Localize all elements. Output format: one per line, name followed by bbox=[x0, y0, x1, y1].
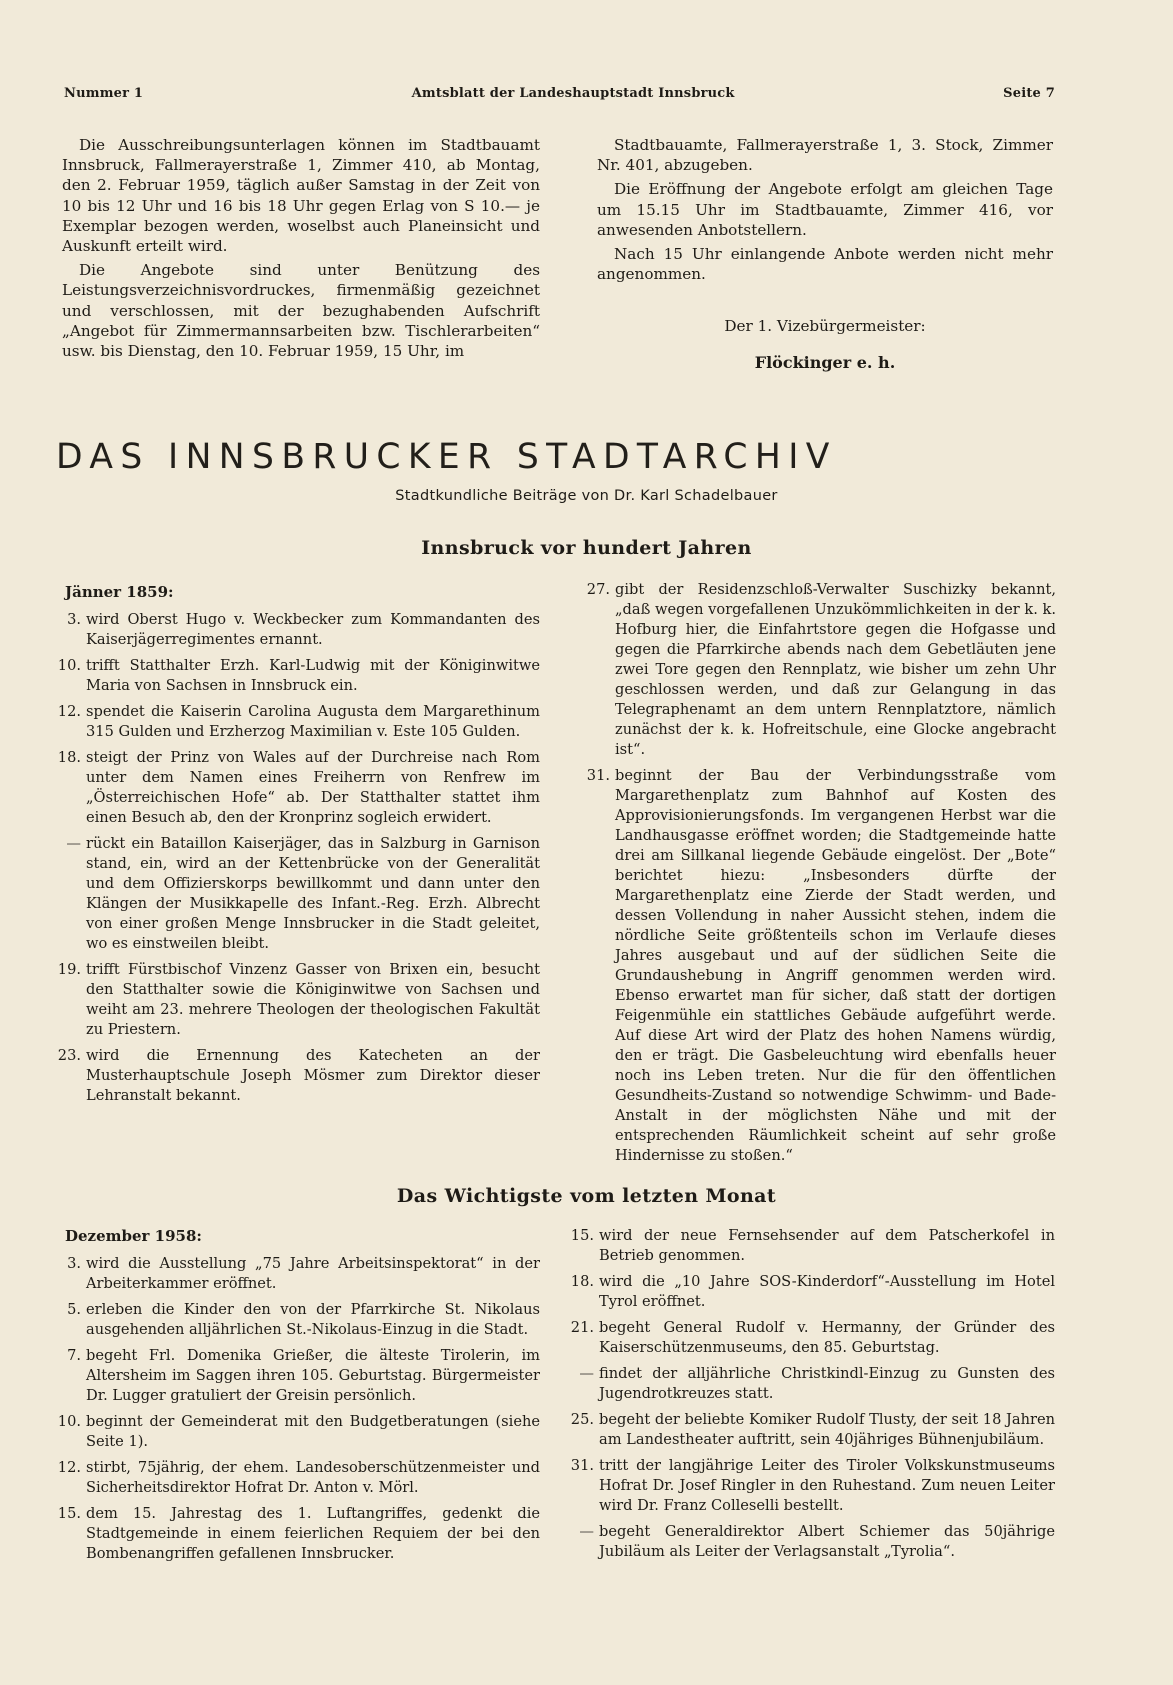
entry-date: 18. bbox=[570, 1273, 594, 1290]
entry-date: 21. bbox=[570, 1319, 594, 1336]
entry-text: beginnt der Bau der Verbindungsstraße vom Margarethenplatz zum Bahnhof auf Kosten des Approvisionierungsfonds. Im vergangenen Herbst war die Landhausgasse eröffnet worden; die Stadtgemeinde hatte drei am Sillkanal liegende Gebäude eingelöst. Der „Bote“ berichtet hiezu: „Insbesonders dürfte der Margarethenplatz eine Zierde der Stadt werden, und dessen Vollendung in naher Aussicht stehen, indem die nördliche Seite größtenteils schon im Verlaufe dieses Jahres ausgebaut und auf der südlichen Seite die Grundaushebung in Angriff genommen werden wird. Ebenso erwartet man für sicher, daß statt der dortigen Feigenmühle ein stattliches Gebäude aufgeführt werde. Auf diese Art wird der Platz des hohen Namens würdig, den er trägt. Die Gasbeleuchtung wird ebenfalls heuer noch ins Leben treten. Nur die für den öffentlichen Gesundheits-Zustand so notwendige Schwimm- und Bade-Anstalt in der möglichsten Nähe und mit der entsprechenden Räumlichkeit scheint auf sehr große Hindernisse zu stoßen.“ bbox=[615, 767, 1056, 1164]
entry-date: 12. bbox=[57, 1459, 81, 1477]
entry-text: dem 15. Jahrestag des 1. Luftangriffes, gedenkt die Stadtgemeinde in einem feierlichen Requiem der bei den Bombenangriffen gefallenen Innsbrucker. bbox=[86, 1505, 540, 1563]
chronicle-entry bbox=[570, 1226, 1055, 1266]
entry-date: 25. bbox=[570, 1411, 594, 1428]
entry-date: — bbox=[66, 835, 81, 853]
entry-text: begeht Generaldirektor Albert Schiemer das 50jährige Jubiläum als Leiter der Verlagsanstalt „Tyrolia“. bbox=[599, 1523, 1055, 1560]
chronicle-entry bbox=[57, 656, 540, 696]
entry-date: 3. bbox=[67, 1255, 81, 1273]
history-column-left bbox=[57, 582, 540, 1112]
entry-date: 15. bbox=[57, 1505, 81, 1523]
chronicle-entry bbox=[586, 766, 1056, 1166]
entry-text: trifft Fürstbischof Vinzenz Gasser von Brixen ein, besucht den Statthalter sowie die Königinwitwe von Sachsen und weiht am 23. mehrere Theologen der theologischen Fakultät zu Priestern. bbox=[86, 961, 540, 1039]
chronicle-entry bbox=[65, 1254, 540, 1294]
publication-title: Amtsblatt der Landeshauptstadt Innsbruck bbox=[411, 86, 735, 101]
chronicle-entry bbox=[57, 1046, 540, 1106]
entry-text: findet der alljährliche Christkindl-Einzug zu Gunsten des Jugendrotkreuzes statt. bbox=[599, 1365, 1055, 1402]
signature-role: Der 1. Vizebürgermeister: bbox=[724, 317, 926, 336]
entry-text: steigt der Prinz von Wales auf der Durchreise nach Rom unter dem Namen eines Freiherrn von Renfrew im „Österreichischen Hofe“ ab. Der Statthalter stattet ihm einen Besuch ab, den der Kronprinz sogleich erwidert. bbox=[86, 749, 540, 827]
chronicle-entry bbox=[57, 702, 540, 742]
entry-list bbox=[586, 580, 1056, 1166]
entry-text: trifft Statthalter Erzh. Karl-Ludwig mit der Königinwitwe Maria von Sachsen in Innsbruck ein. bbox=[86, 657, 540, 695]
chronicle-entry bbox=[578, 1522, 1055, 1562]
news-column-right bbox=[570, 1226, 1055, 1568]
chronicle-entry bbox=[578, 1364, 1055, 1404]
stadtarchiv-banner-subtitle: Stadtkundliche Beiträge von Dr. Karl Schadelbauer bbox=[395, 488, 778, 504]
chronicle-entry bbox=[65, 1346, 540, 1406]
chronicle-entry bbox=[586, 580, 1056, 760]
entry-date: — bbox=[579, 1365, 594, 1382]
entry-text: spendet die Kaiserin Carolina Augusta dem Margarethinum 315 Gulden und Erzherzog Maximilian v. Este 105 Gulden. bbox=[86, 703, 540, 741]
page-header bbox=[64, 86, 1055, 101]
notice-paragraph: Die Angebote sind unter Benützung des Leistungsverzeichnisvordruckes, firmenmäßig gezeichnet und verschlossen, mit der bezughabenden Aufschrift „Angebot für Zimmermannsarbeiten bzw. Tischlerarbeiten“ usw. bis Dienstag, den 10. Februar 1959, 15 Uhr, im bbox=[62, 261, 540, 361]
chronicle-entry bbox=[57, 1504, 540, 1564]
entry-text: wird die „10 Jahre SOS-Kinderdorf“-Ausstellung im Hotel Tyrol eröffnet. bbox=[599, 1273, 1055, 1310]
entry-date: 3. bbox=[67, 611, 81, 629]
entry-text: gibt der Residenzschloß-Verwalter Suschizky bekannt, „daß wegen vorgefallenen Unzukömmlichkeiten in der k. k. Hofburg hier, die Einfahrtstore gegen die Hofgasse und gegen die Pfarrkirche abends nach dem Gebetläuten jene zwei Tore gegen den Rennplatz, wie bisher um zehn Uhr geschlossen werden, und daß zur Gelangung in das Telegraphenamt an dem untern Rennplatztore, nämlich zunächst der k. k. Hofreitschule, eine Glocke angebracht ist“. bbox=[615, 581, 1056, 758]
chronicle-entry bbox=[57, 1412, 540, 1452]
entry-text: wird Oberst Hugo v. Weckbecker zum Kommandanten des Kaiserjägerregimentes ernannt. bbox=[86, 611, 540, 649]
entry-text: begeht Frl. Domenika Grießer, die älteste Tirolerin, im Altersheim im Saggen ihren 105. Geburtstag. Bürgermeister Dr. Lugger gratuliert der Greisin persönlich. bbox=[86, 1347, 540, 1405]
entry-date: 31. bbox=[586, 767, 610, 784]
chronicle-entry bbox=[570, 1410, 1055, 1450]
history-column-right bbox=[586, 580, 1056, 1172]
section-title-last-month: Das Wichtigste vom letzten Monat bbox=[396, 1185, 777, 1207]
entry-date: 23. bbox=[57, 1047, 81, 1065]
month-heading: Jänner 1859: bbox=[65, 583, 174, 601]
entry-date: 5. bbox=[67, 1301, 81, 1319]
entry-text: wird die Ernennung des Katecheten an der Musterhauptschule Joseph Mösmer zum Direktor dieser Lehranstalt bekannt. bbox=[86, 1047, 540, 1105]
chronicle-entry bbox=[570, 1318, 1055, 1358]
entry-text: rückt ein Bataillon Kaiserjäger, das in Salzburg in Garnison stand, ein, wird an der Kettenbrücke von der Generalität und dem Offizierskorps bewillkommt und dann unter den Klängen der Musikkapelle des Infant.-Reg. Erzh. Albrecht von einer großen Menge Innsbrucker in die Stadt geleitet, wo es einstweilen bleibt. bbox=[86, 835, 540, 953]
entry-text: erleben die Kinder den von der Pfarrkirche St. Nikolaus ausgehenden alljährlichen St.-Nikolaus-Einzug in die Stadt. bbox=[86, 1301, 540, 1339]
entry-text: beginnt der Gemeinderat mit den Budgetberatungen (siehe Seite 1). bbox=[86, 1413, 540, 1451]
notice-paragraph: Stadtbauamte, Fallmerayerstraße 1, 3. Stock, Zimmer Nr. 401, abzugeben. bbox=[597, 136, 1053, 175]
section-title-hundred-years: Innsbruck vor hundert Jahren bbox=[421, 537, 752, 559]
notice-paragraph: Die Eröffnung der Angebote erfolgt am gleichen Tage um 15.15 Uhr im Stadtbauamte, Zimmer 416, vor anwesenden Anbotstellern. bbox=[597, 180, 1053, 239]
page-number: Seite 7 bbox=[1003, 86, 1055, 101]
chronicle-entry bbox=[57, 960, 540, 1040]
entry-date: 31. bbox=[570, 1457, 594, 1474]
news-column-left bbox=[57, 1226, 540, 1570]
month-heading: Dezember 1958: bbox=[65, 1227, 202, 1245]
notice-column-right bbox=[597, 135, 1053, 373]
entry-list bbox=[57, 610, 540, 1106]
entry-date: 10. bbox=[57, 1413, 81, 1431]
chronicle-entry bbox=[65, 610, 540, 650]
entry-date: 27. bbox=[586, 581, 610, 598]
entry-text: wird die Ausstellung „75 Jahre Arbeitsinspektorat“ in der Arbeiterkammer eröffnet. bbox=[86, 1255, 540, 1293]
chronicle-entry bbox=[570, 1272, 1055, 1312]
entry-date: 7. bbox=[67, 1347, 81, 1365]
notice-paragraph: Nach 15 Uhr einlangende Anbote werden nicht mehr angenommen. bbox=[597, 245, 1053, 284]
chronicle-entry bbox=[57, 748, 540, 828]
entry-text: stirbt, 75jährig, der ehem. Landesoberschützenmeister und Sicherheitsdirektor Hofrat Dr. Anton v. Mörl. bbox=[86, 1459, 540, 1497]
notice-column-left bbox=[62, 135, 540, 361]
stadtarchiv-banner-title: DAS INNSBRUCKER STADTARCHIV bbox=[56, 437, 837, 477]
chronicle-entry bbox=[570, 1456, 1055, 1516]
entry-date: 10. bbox=[57, 657, 81, 675]
chronicle-entry bbox=[65, 1300, 540, 1340]
issue-number: Nummer 1 bbox=[64, 86, 144, 101]
entry-date: 18. bbox=[57, 749, 81, 767]
chronicle-entry bbox=[65, 834, 540, 954]
entry-text: begeht der beliebte Komiker Rudolf Tlusty, der seit 18 Jahren am Landestheater auftritt, sein 40jähriges Bühnenjubiläum. bbox=[599, 1411, 1055, 1448]
entry-date: 19. bbox=[57, 961, 81, 979]
entry-list bbox=[57, 1254, 540, 1564]
entry-text: begeht General Rudolf v. Hermanny, der Gründer des Kaiserschützenmuseums, den 85. Geburtstag. bbox=[599, 1319, 1055, 1356]
chronicle-entry bbox=[57, 1458, 540, 1498]
signature-name: Flöckinger e. h. bbox=[754, 352, 896, 372]
notice-paragraph: Die Ausschreibungsunterlagen können im Stadtbauamt Innsbruck, Fallmerayerstraße 1, Zimmer 410, ab Montag, den 2. Februar 1959, täglich außer Samstag in der Zeit von 10 bis 12 Uhr und 16 bis 18 Uhr gegen Erlag von S 10.— je Exemplar bezogen werden, woselbst auch Planeinsicht und Auskunft erteilt wird. bbox=[62, 136, 540, 256]
entry-date: 12. bbox=[57, 703, 81, 721]
entry-date: 15. bbox=[570, 1227, 594, 1244]
entry-text: tritt der langjährige Leiter des Tiroler Volkskunstmuseums Hofrat Dr. Josef Ringler in den Ruhestand. Zum neuen Leiter wird Dr. Franz Colleselli bestellt. bbox=[599, 1457, 1055, 1514]
entry-date: — bbox=[579, 1523, 594, 1540]
entry-text: wird der neue Fernsehsender auf dem Patscherkofel in Betrieb genommen. bbox=[599, 1227, 1055, 1264]
entry-list bbox=[570, 1226, 1055, 1562]
